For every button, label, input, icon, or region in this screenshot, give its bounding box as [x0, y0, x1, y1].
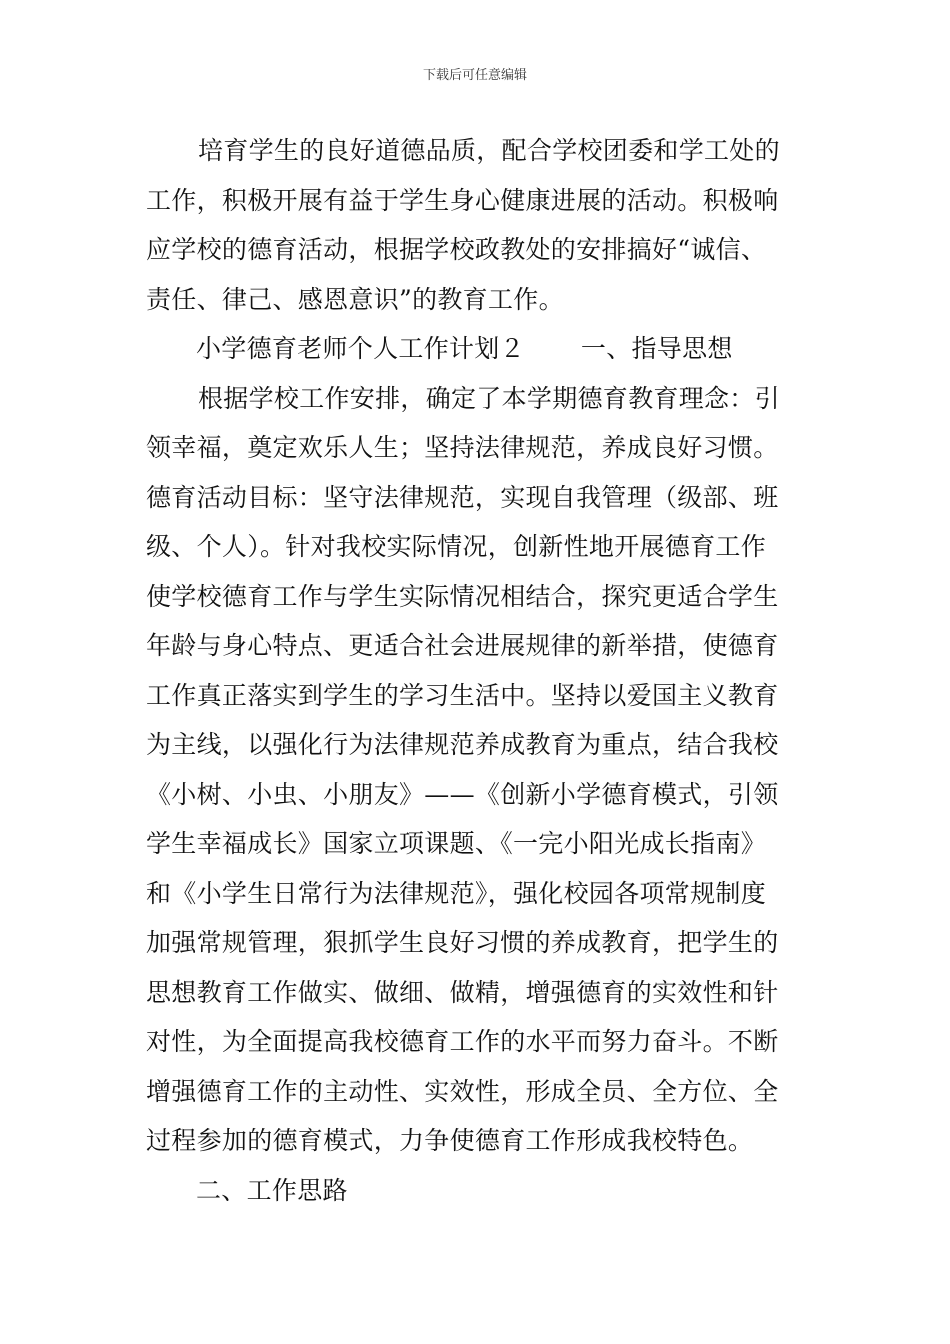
text-line: 级、个人）。针对我校实际情况，创新性地开展德育工作	[146, 532, 767, 561]
text-line: 增强德育工作的主动性、实效性，形成全员、全方位、全	[146, 1076, 779, 1106]
text-line: 使学校德育工作与学生实际情况相结合，探究更适合学生	[146, 581, 779, 611]
text-line: 为主线，以强化行为法律规范养成教育为重点，结合我校	[146, 730, 779, 759]
text-line: 和《小学生日常行为法律规范》，强化校园各项常规制度	[146, 878, 767, 908]
page-header: 下载后可任意编辑	[422, 68, 527, 83]
paragraph-2	[146, 374, 814, 1166]
document-body	[146, 126, 814, 1215]
text-line: 对性，为全面提高我校德育工作的水平而努力奋斗。不断	[146, 1027, 779, 1056]
text-line: 培育学生的良好道德品质，配合学校团委和学工处的	[198, 136, 780, 165]
text-line: 思想教育工作做实、做细、做精，增强德育的实效性和针	[146, 977, 779, 1007]
text-line: 工作，积极开展有益于学生身心健康进展的活动。积极响	[146, 185, 779, 215]
section-heading-2: 二、工作思路	[196, 1175, 348, 1205]
paragraph-1	[146, 126, 814, 324]
plan-title-line	[146, 324, 814, 374]
text-line: 年龄与身心特点、更适合社会进展规律的新举措，使德育	[146, 631, 779, 660]
text-line: 工作真正落实到学生的学习生活中。坚持以爱国主义教育	[146, 680, 779, 710]
text-line: 学生幸福成长》国家立项课题、《一完小阳光成长指南》	[146, 829, 767, 858]
section-heading-1: 一、指导思想	[580, 334, 733, 363]
text-line: 根据学校工作安排，确定了本学期德育教育理念：引	[198, 383, 780, 413]
text-line: 过程参加的德育模式，力争使德育工作形成我校特色。	[146, 1126, 754, 1155]
text-line: 加强常规管理，狠抓学生良好习惯的养成教育，把学生的	[146, 928, 779, 957]
plan-title: 小学德育老师个人工作计划２	[196, 334, 525, 363]
text-line: 领幸福，奠定欢乐人生；坚持法律规范，养成良好习惯。	[146, 433, 779, 462]
text-line: 德育活动目标：坚守法律规范，实现自我管理（级部、班	[146, 482, 779, 512]
text-line: 责任、律己、感恩意识”的教育工作。	[146, 284, 564, 314]
text-line: 《小树、小虫、小朋友》——《创新小学德育模式，引领	[146, 779, 779, 809]
text-line: 应学校的德育活动，根据学校政教处的安排搞好“诚信、	[146, 235, 767, 264]
